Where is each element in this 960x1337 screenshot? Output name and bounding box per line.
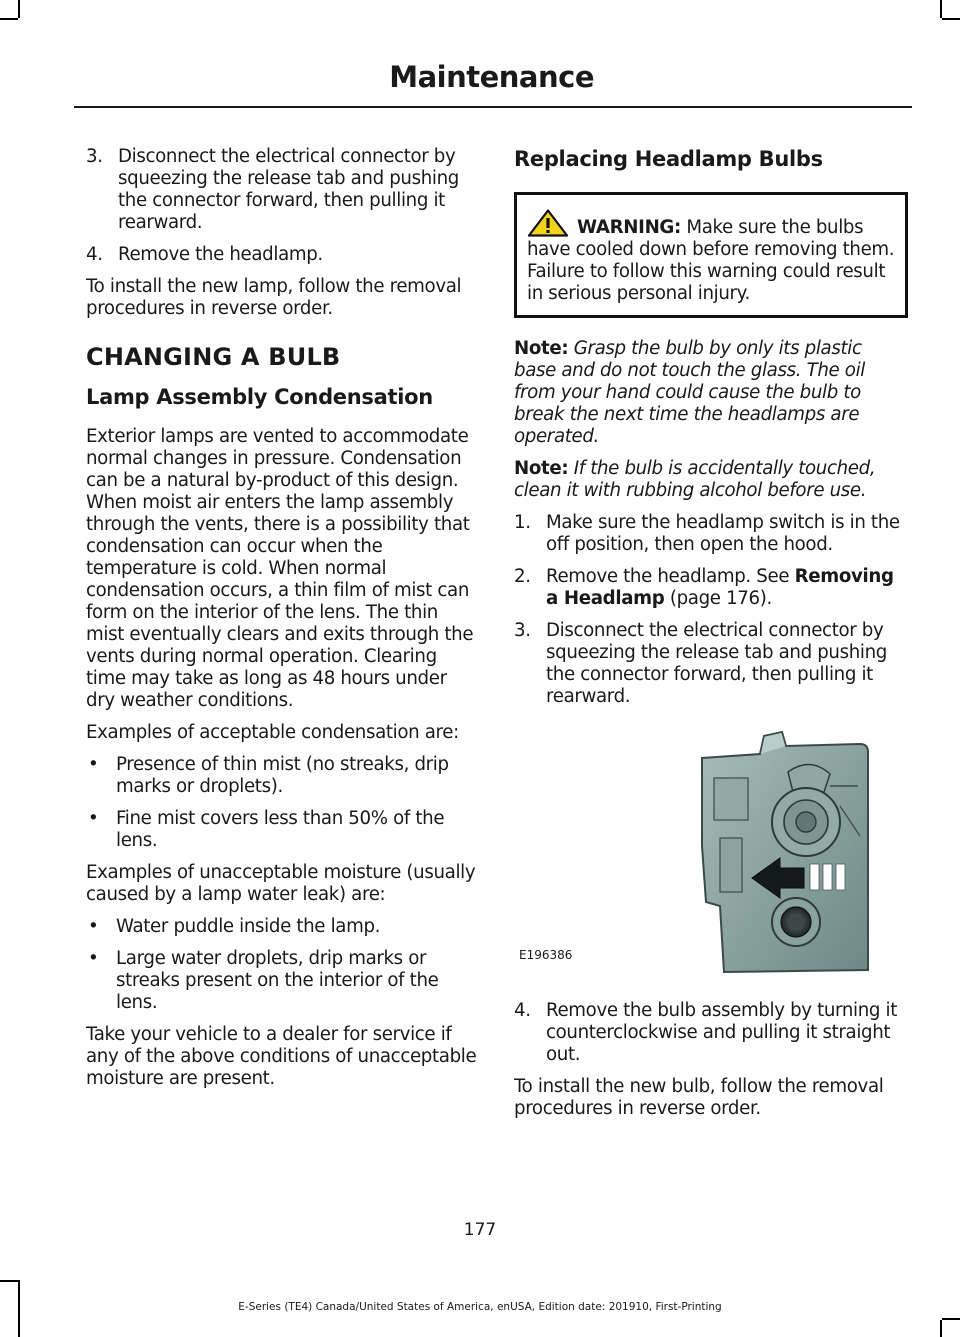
crop-mark [940, 1320, 942, 1337]
step-text: Remove the headlamp. See [546, 566, 795, 587]
bullet-item [86, 948, 478, 1014]
note-paragraph [514, 458, 908, 502]
step-text: Remove the headlamp. [118, 244, 323, 265]
note-text: If the bulb is accidentally touched, clean it with rubbing alcohol before use. [514, 458, 876, 501]
bullet-text: Fine mist covers less than 50% of the lens. [116, 808, 445, 851]
step-item [514, 512, 908, 556]
page-header-title: Maintenance [389, 60, 594, 94]
step-text: Make sure the headlamp switch is in the off position, then open the hood. [546, 512, 900, 555]
bullet-icon: • [88, 948, 99, 969]
note-label: Note: [514, 338, 569, 359]
warning-triangle-icon [527, 209, 569, 237]
bullet-text: Water puddle inside the lamp. [116, 916, 381, 937]
bullet-item [86, 754, 478, 798]
bullet-text: Presence of thin mist (no streaks, drip marks or droplets). [116, 754, 449, 797]
subsection-title: Lamp Assembly Condensation [86, 385, 433, 409]
condensation-paragraph: Exterior lamps are vented to accommodate normal changes in pressure. Condensation can be a natural by-product of this design. When moist air enters the lamp assembly through the vents, there is a possibility that condensation can occur when the temperature is cold. When normal condensation occurs, a thin film of mist can form on the interior of the lens. The thin mist eventually clears and exits through the vents during normal operation. Clearing time may take as long as 48 hours under dry weather conditions. [86, 426, 474, 711]
figure-code: E196386 [519, 948, 573, 962]
closing-paragraph: Take your vehicle to a dealer for service if any of the above conditions of unacceptable moisture are present. [86, 1024, 477, 1089]
step-number: 2. [514, 566, 531, 587]
step-item [86, 244, 478, 266]
note-label: Note: [514, 458, 569, 479]
bullet-item [86, 916, 478, 938]
page-reference: (page 176). [664, 588, 772, 609]
bullet-icon: • [88, 916, 99, 937]
warning-text: Make sure the bulbs have cooled down before removing them. Failure to follow this warning could result in serious personal injury. [527, 217, 895, 304]
crop-mark [942, 18, 960, 20]
crop-mark [18, 0, 20, 18]
step-item [514, 620, 908, 708]
step-number: 4. [514, 1000, 531, 1021]
acceptable-intro: Examples of acceptable condensation are: [86, 722, 459, 743]
bullet-icon: • [88, 808, 99, 829]
crop-mark [0, 1280, 18, 1282]
step-text: Remove the bulb assembly by turning it counterclockwise and pulling it straight out. [546, 1000, 898, 1065]
bullet-text: Large water droplets, drip marks or streaks present on the interior of the lens. [116, 948, 439, 1013]
right-column [514, 146, 908, 1130]
replacing-bulbs-title: Replacing Headlamp Bulbs [514, 147, 823, 171]
crop-mark [942, 1318, 960, 1320]
step-number: 3. [86, 146, 103, 167]
step-item [86, 146, 478, 234]
section-title: CHANGING A BULB [86, 343, 341, 371]
crop-mark [0, 18, 18, 20]
step-text: Disconnect the electrical connector by squeezing the release tab and pushing the connector forward, then pulling it rearward. [118, 146, 459, 233]
unacceptable-intro: Examples of unacceptable moisture (usually caused by a lamp water leak) are: [86, 862, 476, 905]
warning-label: WARNING: [577, 217, 681, 238]
step-number: 3. [514, 620, 531, 641]
footer-text: E-Series (TE4) Canada/United States of America, enUSA, Edition date: 201910, First-Printing [238, 1301, 722, 1313]
step-number: 4. [86, 244, 103, 265]
step-text: Disconnect the electrical connector by squeezing the release tab and pushing the connector forward, then pulling it rearward. [546, 620, 887, 707]
bullet-icon: • [88, 754, 99, 775]
step-number: 1. [514, 512, 531, 533]
step-item [514, 566, 908, 610]
removing-headlamp-link[interactable]: Removing a Headlamp [546, 566, 894, 609]
install-instruction: To install the new lamp, follow the removal procedures in reverse order. [86, 276, 462, 319]
install-instruction: To install the new bulb, follow the removal procedures in reverse order. [514, 1076, 884, 1119]
header-rule [74, 106, 912, 108]
note-paragraph [514, 338, 908, 448]
bullet-item [86, 808, 478, 852]
note-text: Grasp the bulb by only its plastic base and do not touch the glass. The oil from your hand could cause the bulb to break the next time the headlamps are operated. [514, 338, 865, 447]
step-item [514, 1000, 908, 1066]
warning-box [514, 192, 908, 318]
page-number: 177 [463, 1220, 497, 1240]
crop-mark [940, 0, 942, 18]
left-column [86, 146, 478, 1100]
headlamp-bulb-illustration [690, 726, 880, 976]
headlamp-figure [514, 726, 908, 976]
